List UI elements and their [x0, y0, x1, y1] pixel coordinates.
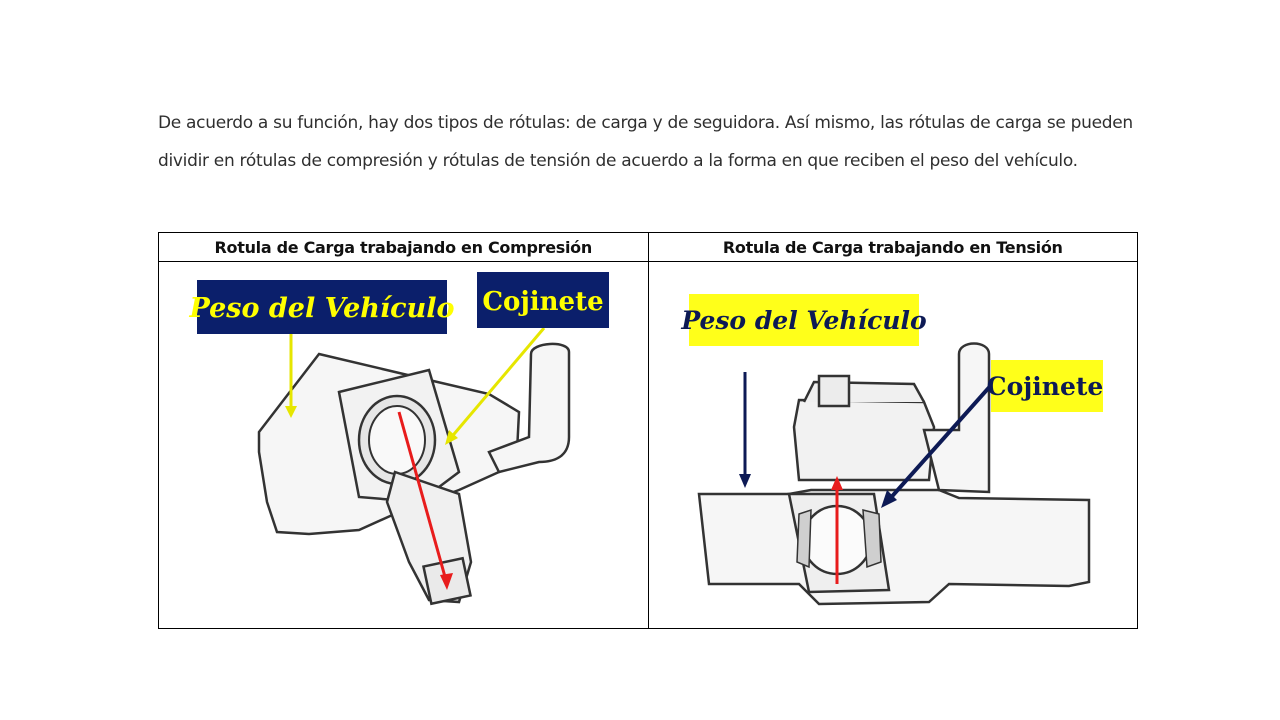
header-tension: Rotula de Carga trabajando en Tensión — [648, 233, 1138, 262]
header-compresion: Rotula de Carga trabajando en Compresión — [159, 233, 649, 262]
table-header-row — [159, 233, 1138, 262]
intro-text: De acuerdo a su función, hay dos tipos de rótulas: de carga y de seguidora. Así mismo, las rótulas de carga se pueden dividir en rótulas de compresión y rótulas de tensión de acuerdo a la forma en que reciben el peso del vehículo. — [158, 113, 1133, 171]
cell-compresion — [159, 262, 649, 629]
tension-right-post — [924, 344, 989, 493]
tension-cojinete-label: Cojinete — [986, 372, 1103, 401]
tension-upper-housing — [794, 400, 934, 480]
compression-ball-joint-diagram — [159, 262, 648, 628]
table-diagram-row — [159, 262, 1138, 629]
compression-weight-label: Peso del Vehículo — [189, 293, 455, 324]
tension-weight-pointer-head — [739, 474, 751, 488]
tension-arm-body — [699, 490, 1089, 604]
compression-ball — [369, 406, 425, 474]
tension-bearing-right — [863, 510, 881, 567]
intro-paragraph — [158, 104, 1148, 180]
tension-ball-joint-diagram — [649, 262, 1138, 628]
compression-cojinete-label: Cojinete — [482, 287, 604, 317]
tension-weight-label: Peso del Vehículo — [680, 306, 927, 335]
comparison-table — [158, 232, 1138, 629]
cell-tension — [648, 262, 1138, 629]
tension-top-stud — [819, 376, 849, 406]
tension-bearing-left — [797, 510, 811, 567]
